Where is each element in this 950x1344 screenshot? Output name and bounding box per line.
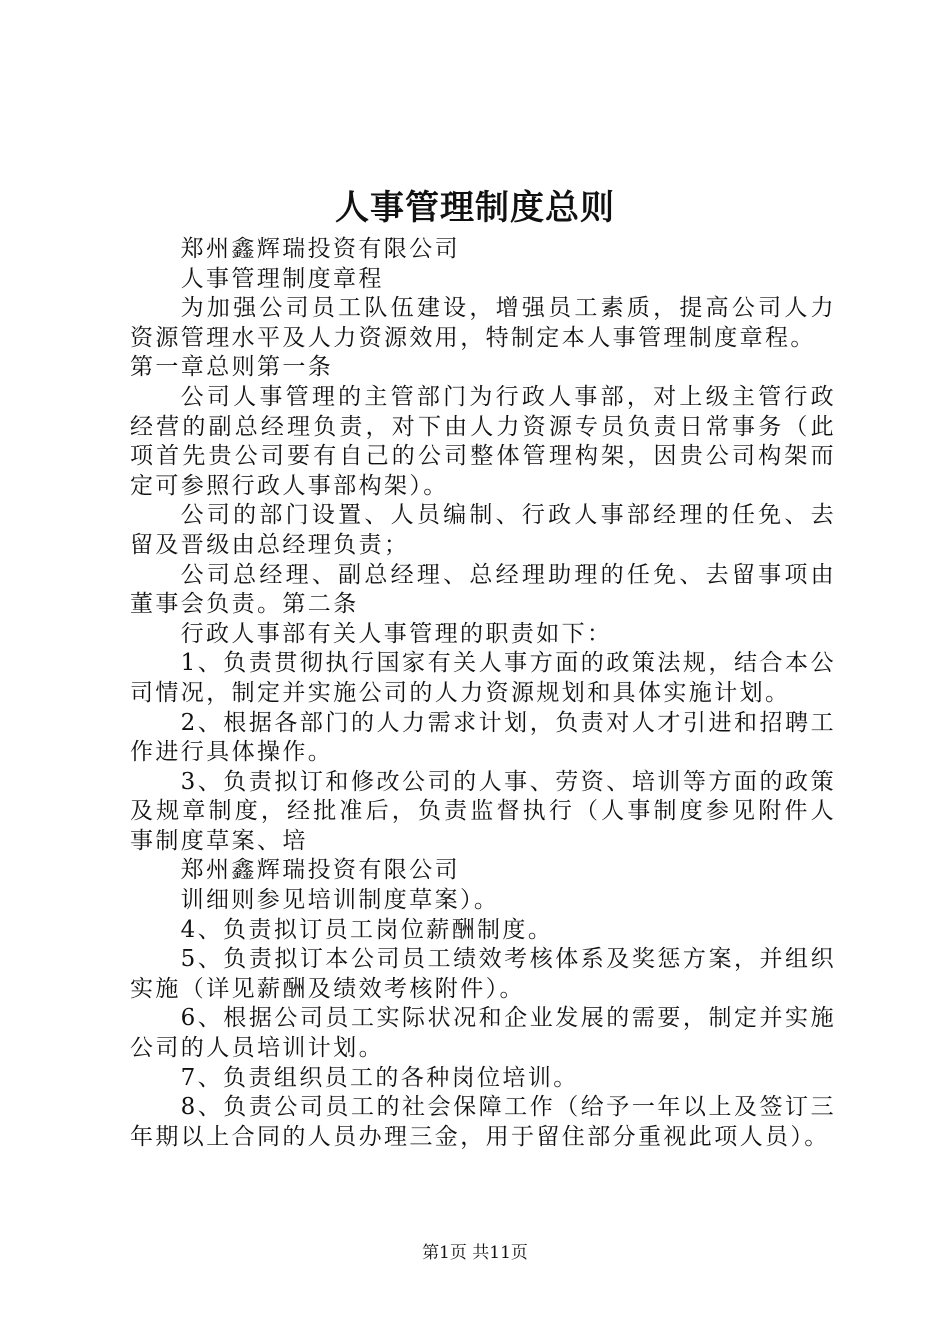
- document-body: [130, 235, 836, 1152]
- duty-item: 7、负责组织员工的各种岗位培训。: [180, 1064, 579, 1091]
- company-name-repeat: 郑州鑫辉瑞投资有限公司: [180, 857, 460, 884]
- document-title: 人事管理制度总则: [335, 188, 615, 228]
- duty-item-continuation: 训细则参见培训制度草案）。: [180, 887, 500, 914]
- paragraph-dept-setup: 公司的部门设置、人员编制、行政人事部经理的任免、去留及晋级由总经理负责；: [130, 502, 836, 558]
- company-name: 郑州鑫辉瑞投资有限公司: [180, 236, 460, 262]
- duty-item: 4、负责拟订员工岗位薪酬制度。: [180, 916, 554, 943]
- duty-item: 6、根据公司员工实际状况和企业发展的需要，制定并实施公司的人员培训计划。: [130, 1005, 836, 1062]
- paragraph-executives: 公司总经理、副总经理、总经理助理的任免、去留事项由董事会负责。第二条: [130, 561, 836, 618]
- paragraph-purpose: 为加强公司员工队伍建设，增强员工素质，提高公司人力资源管理水平及人力资源效用，特制定本人事管理制度章程。: [130, 295, 836, 351]
- page-number: 第1页 共11页: [422, 1243, 528, 1263]
- duty-item: 8、负责公司员工的社会保障工作（给予一年以上及签订三年期以上合同的人员办理三金，用于留住部分重视此项人员）。: [130, 1094, 836, 1150]
- duty-item: 1、负责贯彻执行国家有关人事方面的政策法规，结合本公司情况，制定并实施公司的人力资源规划和具体实施计划。: [130, 650, 836, 706]
- paragraph-department: 公司人事管理的主管部门为行政人事部，对上级主管行政经营的副总经理负责，对下由人力资源专员负责日常事务（此项首先贵公司要有自己的公司整体管理构架，因贵公司构架而定可参照行政人事部构架）。: [130, 383, 836, 499]
- paragraph-duties-intro: 行政人事部有关人事管理的职责如下：: [180, 620, 613, 647]
- duty-item: 2、根据各部门的人力需求计划，负责对人才引进和招聘工作进行具体操作。: [130, 709, 836, 766]
- regulation-name: 人事管理制度章程: [180, 265, 384, 292]
- duty-item: 5、负责拟订本公司员工绩效考核体系及奖惩方案，并组织实施（详见薪酬及绩效考核附件）。: [130, 946, 836, 1002]
- duty-item: 3、负责拟订和修改公司的人事、劳资、培训等方面的政策及规章制度，经批准后，负责监督执行（人事制度参见附件人事制度草案、培: [130, 768, 836, 854]
- chapter-heading: 第一章总则第一条: [130, 354, 334, 381]
